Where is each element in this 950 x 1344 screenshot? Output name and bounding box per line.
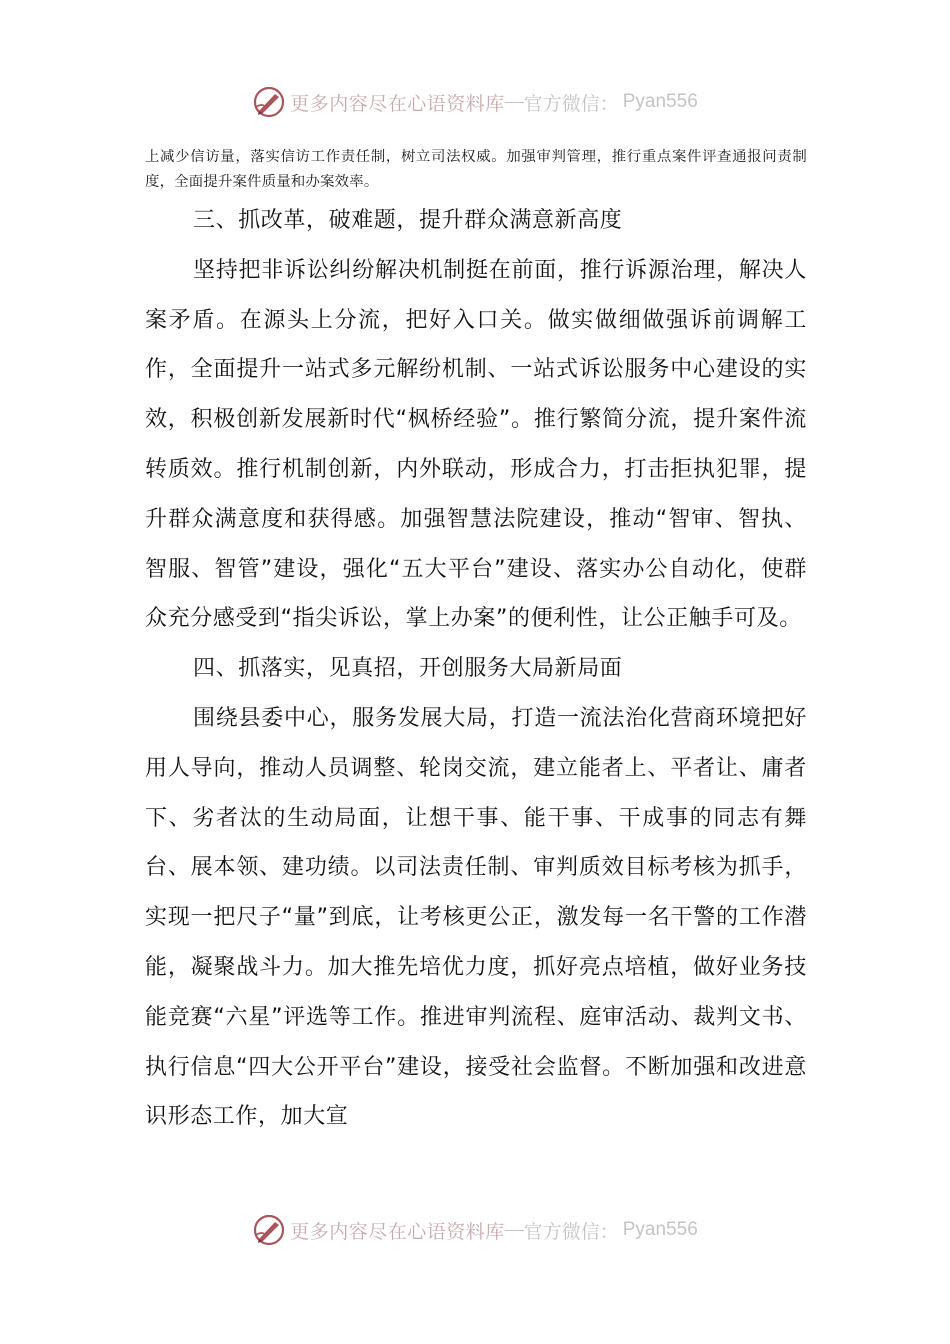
pen-circle-logo-icon (252, 85, 286, 119)
watermark-brand-text: 更多内容尽在心语资料库 (290, 92, 505, 115)
document-body (145, 196, 807, 1142)
watermark-wechat-label: 官方微信： (523, 1221, 619, 1243)
section-heading-four: 四、抓落实，见真招，开创服务大局新局面 (193, 656, 623, 682)
watermark-separator: — (504, 91, 524, 112)
section-paragraph-four: 围绕县委中心，服务发展大局，打造一流法治化营商环境把好用人导向，推动人员调整、轮岗交流，建立能者上、平者让、庸者下、劣者汰的生动局面，让想干事、能干事、干成事的同志有舞台、展本领、建功绩。以司法责任制、审判质效目标考核为抓手，实现一把尺子“量”到底，让考核更公正，激发每一名干警的工作潜能，凝聚战斗力。加大推先培优力度，抓好亮点培植，做好业务技能竞赛“六星”评选等工作。推进审判流程、庭审活动、裁判文书、执行信息“四大公开平台”建设，接受社会监督。不断加强和改进意识形态工作，加大宣 (145, 705, 807, 1130)
watermark-wechat-id: Pyan556 (622, 1219, 698, 1240)
pen-circle-logo-icon (252, 1213, 286, 1247)
watermark-brand-text: 更多内容尽在心语资料库 (290, 1220, 505, 1243)
section-heading-three: 三、抓改革，破难题，提升群众满意新高度 (193, 208, 623, 233)
watermark-wechat-id: Pyan556 (622, 91, 698, 112)
watermark-separator: — (504, 1219, 524, 1240)
section-paragraph-three: 坚持把非诉讼纠纷解决机制挺在前面，推行诉源治理，解决人案矛盾。在源头上分流，把好入口关。做实做细做强诉前调解工作，全面提升一站式多元解纷机制、一站式诉讼服务中心建设的实效，积极创新发展新时代“枫桥经验”。推行繁简分流，提升案件流转质效。推行机制创新，内外联动，形成合力，打击拒执犯罪，提升群众满意度和获得感。加强智慧法院建设，推动“智审、智执、智服、智管”建设，强化“五大平台”建设、落实办公自动化，使群众充分感受到“指尖诉讼，掌上办案”的便利性，让公正触手可及。 (145, 257, 807, 632)
footer-watermark (0, 1210, 950, 1250)
watermark-wechat-label: 官方微信： (523, 93, 619, 115)
intro-fragment-paragraph: 上减少信访量，落实信访工作责任制，树立司法权威。加强审判管理，推行重点案件评查通报问责制度，全面提升案件质量和办案效率。 (145, 149, 807, 190)
header-watermark (0, 82, 950, 122)
